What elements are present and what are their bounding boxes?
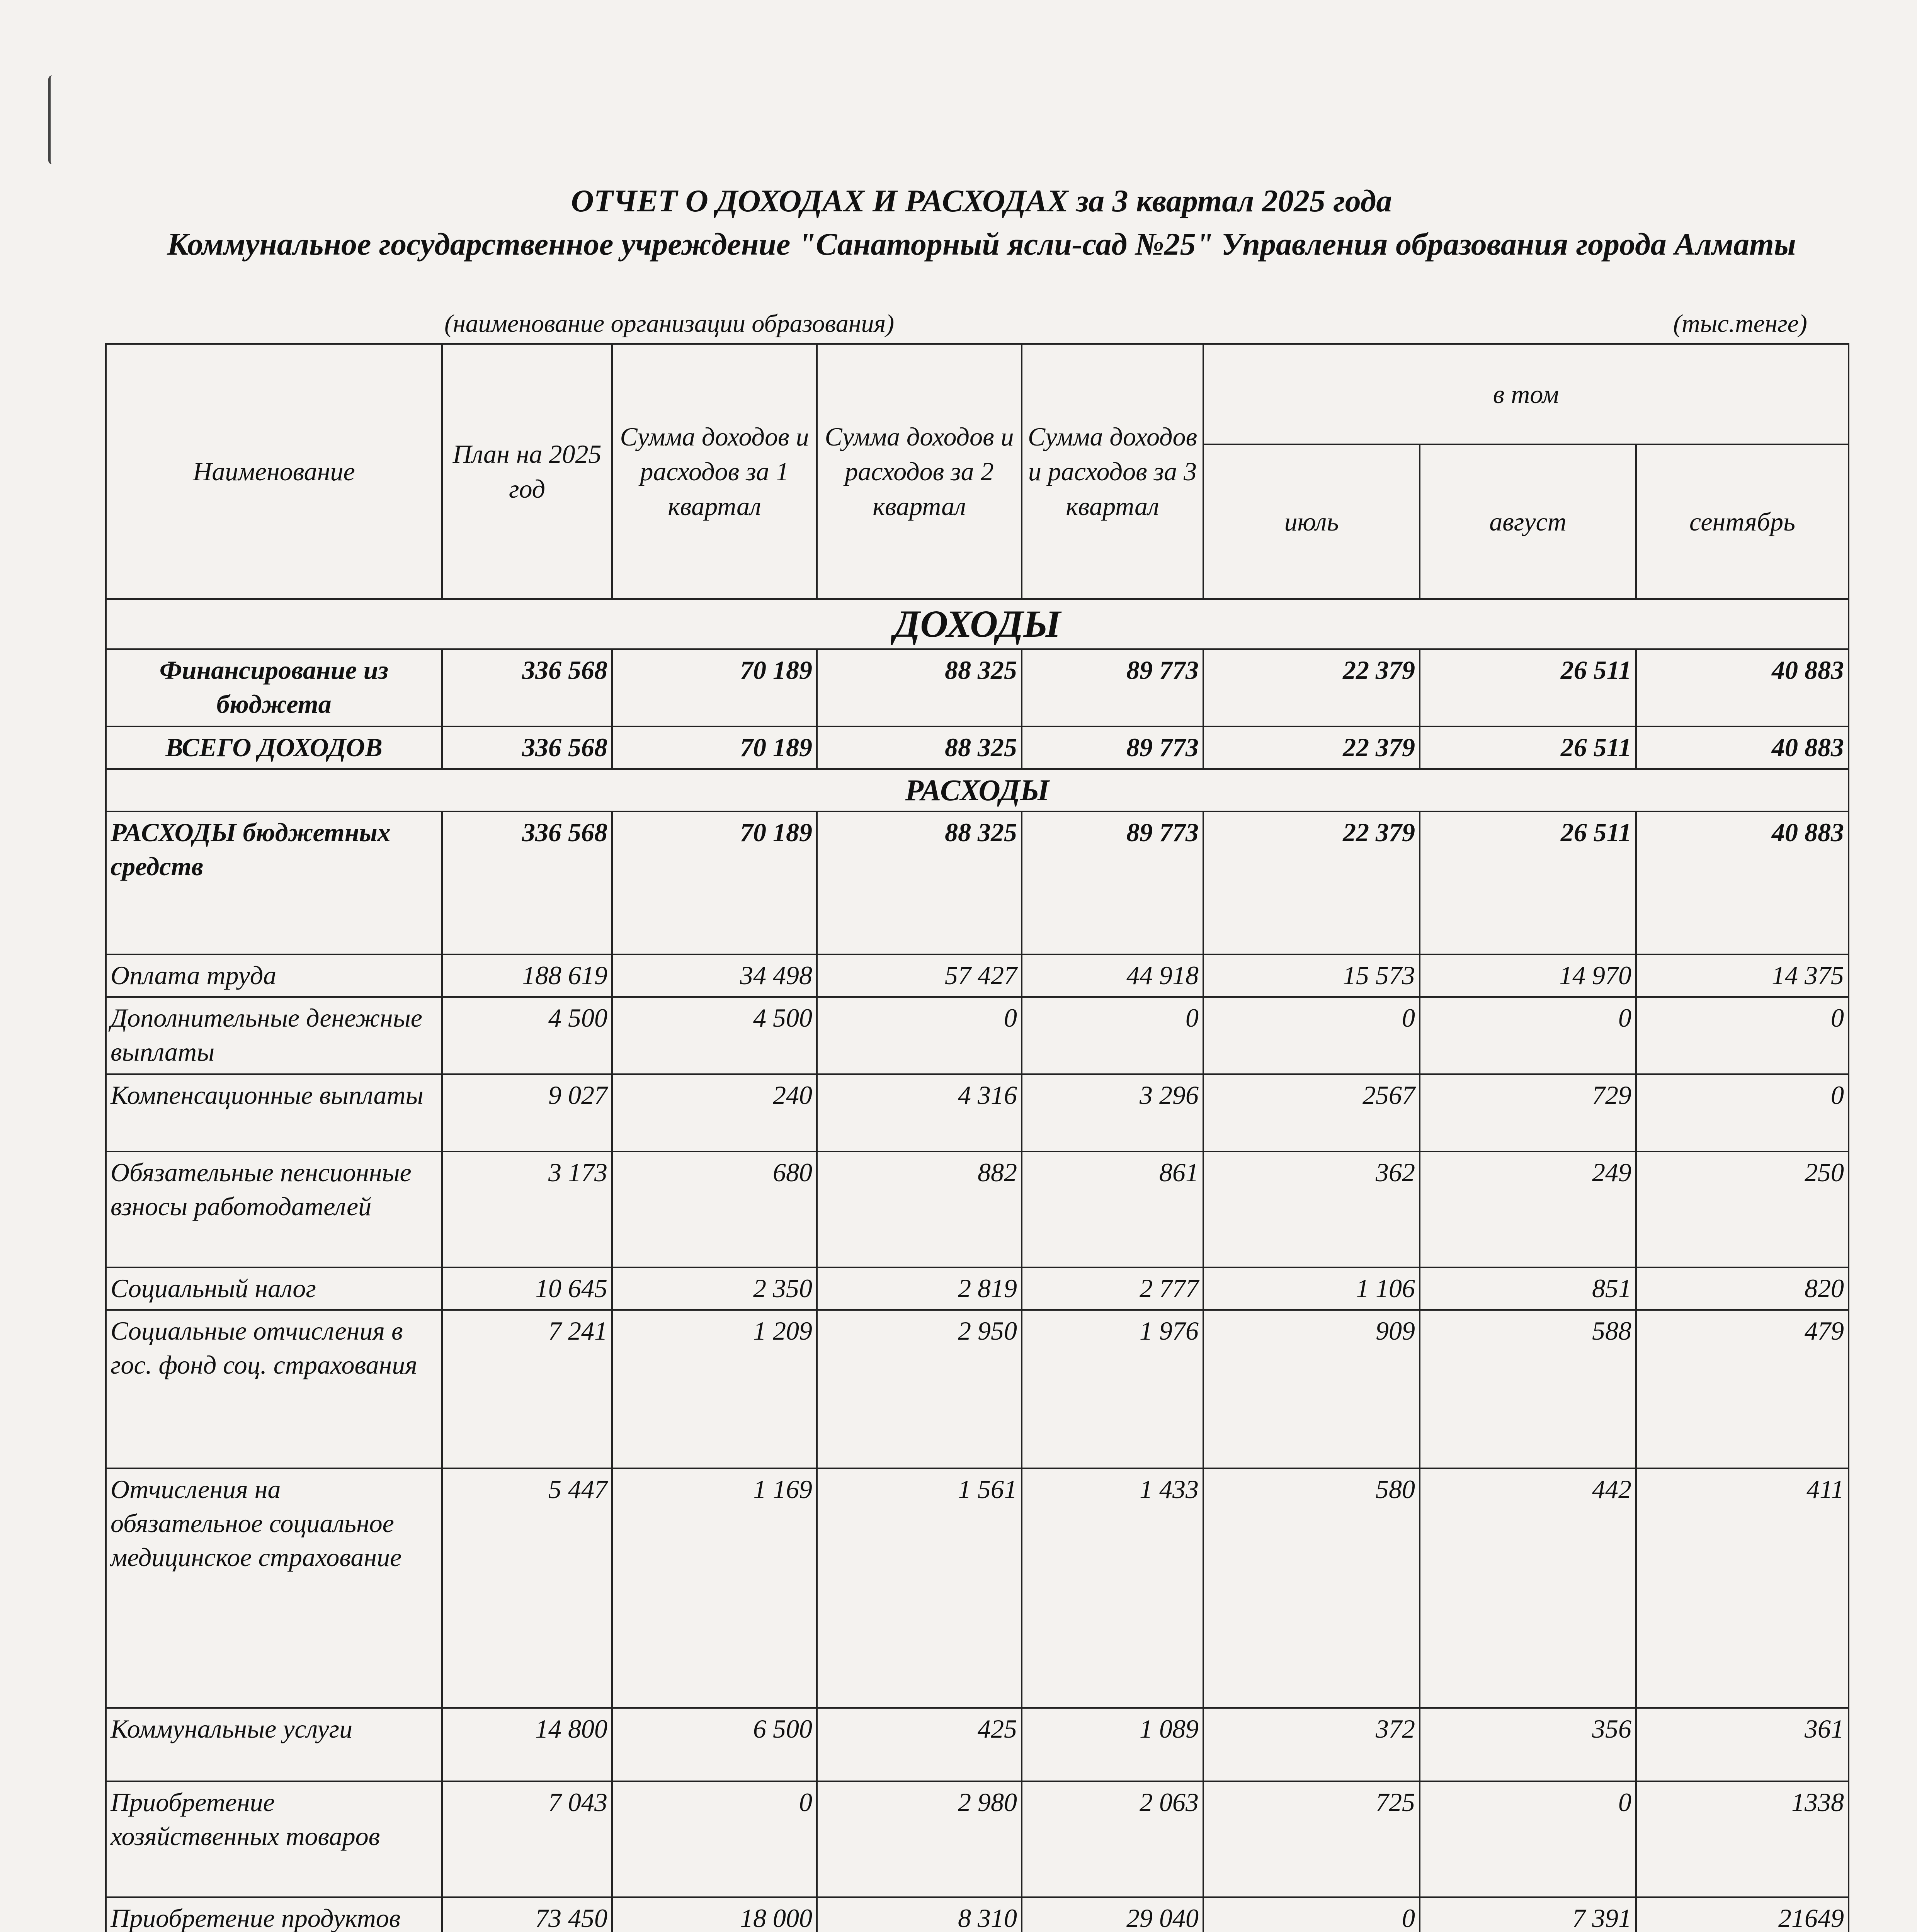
cell-sep: 14 375	[1636, 954, 1849, 997]
table-row	[106, 1151, 1849, 1267]
cell-q1: 70 189	[612, 726, 817, 769]
header-q3: Сумма доходов и расходов за 3 квартал	[1022, 344, 1203, 599]
cell-plan: 3 173	[442, 1151, 612, 1267]
row-name: Социальные отчисления в гос. фонд соц. страхования	[106, 1310, 442, 1468]
cell-q2: 1 561	[817, 1468, 1022, 1708]
cell-q1: 6 500	[612, 1708, 817, 1781]
section-expense-row	[106, 769, 1849, 811]
cell-sep: 40 883	[1636, 726, 1849, 769]
cell-q2: 4 316	[817, 1074, 1022, 1151]
cell-q1: 1 169	[612, 1468, 817, 1708]
cell-aug: 729	[1420, 1074, 1636, 1151]
cell-jul: 0	[1203, 1897, 1420, 1932]
table-row	[106, 954, 1849, 997]
cell-q2: 57 427	[817, 954, 1022, 997]
organization-caption: (наименование организации образования)	[444, 310, 895, 338]
cell-q3: 3 296	[1022, 1074, 1203, 1151]
cell-aug: 14 970	[1420, 954, 1636, 997]
row-name: Отчисления на обязательное социальное медицинское страхование	[106, 1468, 442, 1708]
table-row	[106, 997, 1849, 1074]
cell-aug: 0	[1420, 997, 1636, 1074]
cell-plan: 4 500	[442, 997, 612, 1074]
cell-plan: 14 800	[442, 1708, 612, 1781]
cell-q3: 29 040	[1022, 1897, 1203, 1932]
table-row	[106, 1310, 1849, 1468]
cell-aug: 851	[1420, 1267, 1636, 1310]
row-name: РАСХОДЫ бюджетных средств	[106, 811, 442, 954]
cell-q2: 88 325	[817, 811, 1022, 954]
cell-q2: 425	[817, 1708, 1022, 1781]
table-row	[106, 811, 1849, 954]
cell-q2: 882	[817, 1151, 1022, 1267]
cell-sep: 250	[1636, 1151, 1849, 1267]
table-row	[106, 1468, 1849, 1708]
cell-q2: 0	[817, 997, 1022, 1074]
header-name: Наименование	[106, 344, 442, 599]
cell-q1: 34 498	[612, 954, 817, 997]
cell-plan: 188 619	[442, 954, 612, 997]
units-label: (тыс.тенге)	[1673, 310, 1807, 338]
binder-mark	[48, 75, 62, 164]
cell-plan: 336 568	[442, 811, 612, 954]
cell-plan: 73 450	[442, 1897, 612, 1932]
cell-plan: 10 645	[442, 1267, 612, 1310]
section-expense-label: РАСХОДЫ	[106, 769, 1849, 811]
cell-plan: 7 241	[442, 1310, 612, 1468]
table-row	[106, 1897, 1849, 1932]
row-name: Дополнительные денежные выплаты	[106, 997, 442, 1074]
cell-aug: 26 511	[1420, 649, 1636, 726]
cell-jul: 372	[1203, 1708, 1420, 1781]
row-name: Социальный налог	[106, 1267, 442, 1310]
table-row	[106, 1781, 1849, 1897]
cell-q3: 89 773	[1022, 649, 1203, 726]
header-q1: Сумма доходов и расходов за 1 квартал	[612, 344, 817, 599]
cell-q3: 89 773	[1022, 726, 1203, 769]
cell-q1: 18 000	[612, 1897, 817, 1932]
cell-q1: 70 189	[612, 811, 817, 954]
row-name: Коммунальные услуги	[106, 1708, 442, 1781]
cell-q1: 1 209	[612, 1310, 817, 1468]
cell-q3: 1 433	[1022, 1468, 1203, 1708]
cell-q1: 4 500	[612, 997, 817, 1074]
row-name: Обязательные пенсионные взносы работодателей	[106, 1151, 442, 1267]
cell-aug: 442	[1420, 1468, 1636, 1708]
cell-jul: 725	[1203, 1781, 1420, 1897]
cell-q3: 89 773	[1022, 811, 1203, 954]
table-row	[106, 726, 1849, 769]
header-q2: Сумма доходов и расходов за 2 квартал	[817, 344, 1022, 599]
cell-jul: 580	[1203, 1468, 1420, 1708]
row-name: ВСЕГО ДОХОДОВ	[106, 726, 442, 769]
cell-sep: 40 883	[1636, 811, 1849, 954]
cell-aug: 0	[1420, 1781, 1636, 1897]
row-name: Приобретение продуктов	[106, 1897, 442, 1932]
table-row	[106, 1074, 1849, 1151]
report-table-body	[106, 599, 1849, 1932]
header-in-total: в том	[1203, 344, 1849, 444]
cell-sep: 0	[1636, 997, 1849, 1074]
cell-plan: 336 568	[442, 726, 612, 769]
cell-q1: 0	[612, 1781, 817, 1897]
cell-sep: 411	[1636, 1468, 1849, 1708]
row-name: Финансирование из бюджета	[106, 649, 442, 726]
header-august: август	[1420, 444, 1636, 599]
cell-q3: 0	[1022, 997, 1203, 1074]
table-row	[106, 1267, 1849, 1310]
cell-q1: 2 350	[612, 1267, 817, 1310]
cell-jul: 22 379	[1203, 726, 1420, 769]
report-table	[105, 343, 1849, 1932]
cell-q3: 1 089	[1022, 1708, 1203, 1781]
cell-plan: 336 568	[442, 649, 612, 726]
header-row-1	[106, 344, 1849, 444]
title-block	[124, 182, 1839, 263]
cell-sep: 1338	[1636, 1781, 1849, 1897]
cell-sep: 820	[1636, 1267, 1849, 1310]
cell-q1: 680	[612, 1151, 817, 1267]
row-name: Компенсационные выплаты	[106, 1074, 442, 1151]
cell-q2: 88 325	[817, 726, 1022, 769]
cell-jul: 2567	[1203, 1074, 1420, 1151]
cell-q2: 2 819	[817, 1267, 1022, 1310]
cell-jul: 362	[1203, 1151, 1420, 1267]
header-plan: План на 2025 год	[442, 344, 612, 599]
cell-sep: 0	[1636, 1074, 1849, 1151]
cell-aug: 26 511	[1420, 726, 1636, 769]
cell-q3: 2 777	[1022, 1267, 1203, 1310]
cell-jul: 22 379	[1203, 811, 1420, 954]
cell-aug: 26 511	[1420, 811, 1636, 954]
cell-jul: 0	[1203, 997, 1420, 1074]
row-name: Приобретение хозяйственных товаров	[106, 1781, 442, 1897]
cell-q1: 240	[612, 1074, 817, 1151]
cell-sep: 21649	[1636, 1897, 1849, 1932]
cell-aug: 588	[1420, 1310, 1636, 1468]
header-september: сентябрь	[1636, 444, 1849, 599]
cell-q1: 70 189	[612, 649, 817, 726]
cell-jul: 15 573	[1203, 954, 1420, 997]
cell-plan: 5 447	[442, 1468, 612, 1708]
cell-sep: 40 883	[1636, 649, 1849, 726]
cell-plan: 7 043	[442, 1781, 612, 1897]
cell-sep: 479	[1636, 1310, 1849, 1468]
cell-q3: 1 976	[1022, 1310, 1203, 1468]
cell-aug: 249	[1420, 1151, 1636, 1267]
cell-jul: 1 106	[1203, 1267, 1420, 1310]
report-title: ОТЧЕТ О ДОХОДАХ И РАСХОДАХ за 3 квартал 2025 года	[571, 183, 1392, 218]
cell-q2: 2 950	[817, 1310, 1022, 1468]
cell-aug: 7 391	[1420, 1897, 1636, 1932]
cell-q3: 861	[1022, 1151, 1203, 1267]
table-row	[106, 1708, 1849, 1781]
cell-q2: 8 310	[817, 1897, 1022, 1932]
row-name: Оплата труда	[106, 954, 442, 997]
section-income-label: ДОХОДЫ	[106, 599, 1849, 649]
cell-sep: 361	[1636, 1708, 1849, 1781]
cell-q3: 44 918	[1022, 954, 1203, 997]
cell-q2: 2 980	[817, 1781, 1022, 1897]
section-income-row	[106, 599, 1849, 649]
cell-jul: 22 379	[1203, 649, 1420, 726]
cell-q3: 2 063	[1022, 1781, 1203, 1897]
table-row	[106, 649, 1849, 726]
cell-aug: 356	[1420, 1708, 1636, 1781]
cell-jul: 909	[1203, 1310, 1420, 1468]
organization-name: Коммунальное государственное учреждение "Санаторный ясли-сад №25" Управления образования города Алматы	[167, 226, 1796, 262]
cell-q2: 88 325	[817, 649, 1022, 726]
header-july: июль	[1203, 444, 1420, 599]
cell-plan: 9 027	[442, 1074, 612, 1151]
